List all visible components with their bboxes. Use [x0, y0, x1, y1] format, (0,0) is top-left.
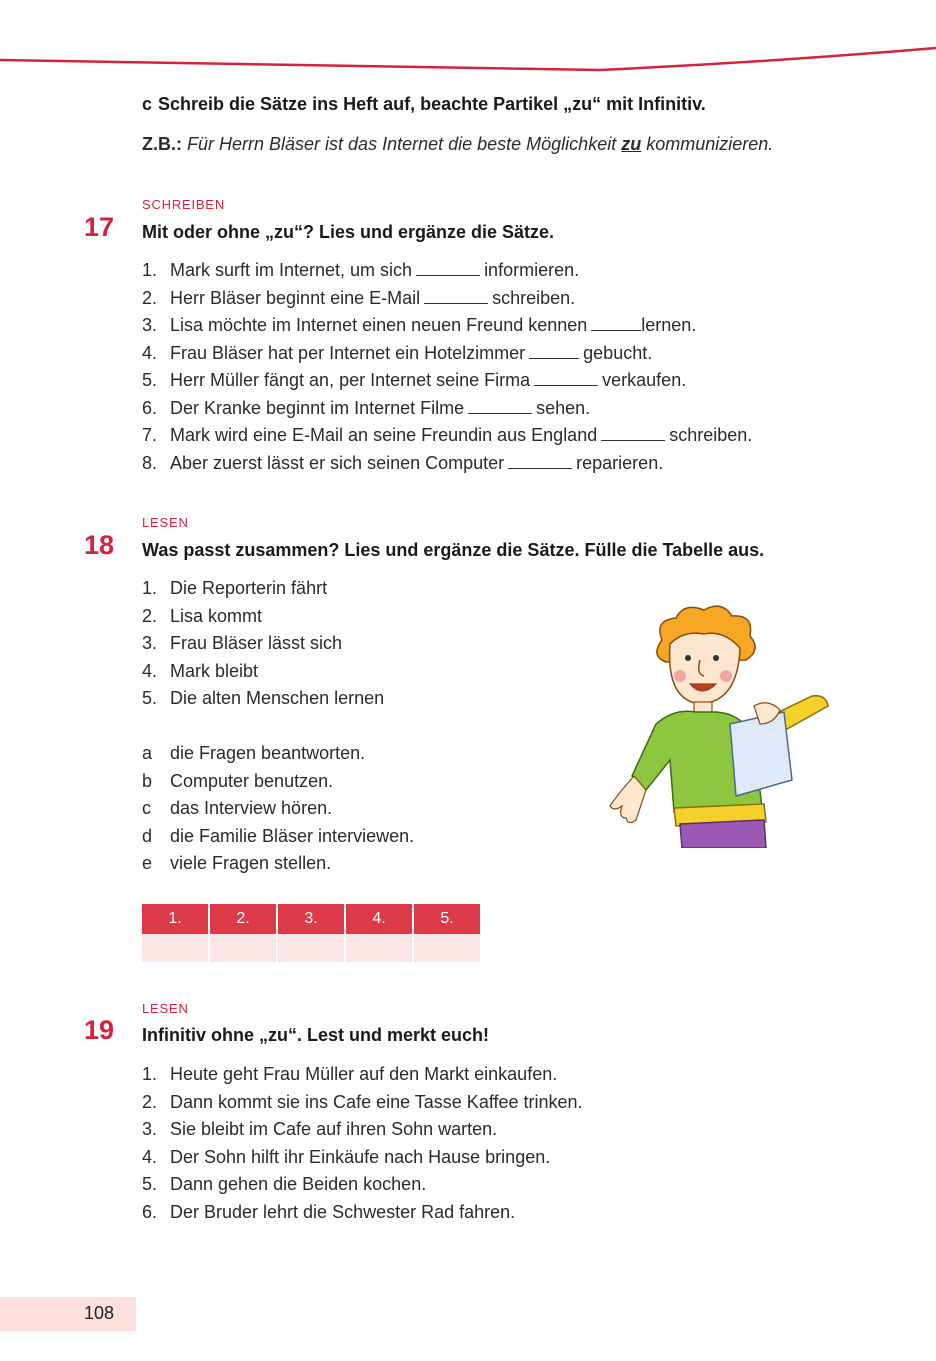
list-item: 5. Dann gehen die Beiden kochen. — [142, 1174, 427, 1194]
ex18-sentence-endings — [142, 740, 414, 878]
answer-table-header: 4. — [345, 904, 413, 934]
list-item: 4. Der Sohn hilft ihr Einkäufe nach Hause bringen. — [142, 1146, 551, 1167]
boy-illustration — [604, 600, 836, 848]
ex17-list — [142, 257, 752, 477]
page-number: 108 — [84, 1303, 115, 1323]
list-item: 2. Herr Bläser beginnt eine E-Mail schreiben. — [142, 287, 576, 308]
blank-field[interactable] — [424, 289, 488, 304]
header-rule — [0, 0, 936, 80]
list-item: 4. Mark bleibt — [142, 660, 259, 681]
ex17-title: Mit oder ohne „zu“? Lies und ergänze die Sätze. — [142, 222, 555, 242]
example-text-after: kommunizieren. — [646, 134, 774, 154]
ex17-category: SCHREIBEN — [142, 197, 226, 212]
list-item: 1. Die Reporterin fährt — [142, 578, 328, 598]
blank-field[interactable] — [534, 371, 598, 386]
list-item: d die Familie Bläser interviewen. — [142, 825, 415, 846]
list-item: 3. Sie bleibt im Cafe auf ihren Sohn warten. — [142, 1119, 498, 1139]
example-text-before: Für Herrn Bläser ist das Internet die beste Möglichkeit — [187, 134, 617, 154]
answer-cell[interactable] — [209, 934, 277, 962]
ex19-category: LESEN — [142, 1001, 189, 1016]
answer-cell[interactable] — [277, 934, 345, 962]
answer-cell[interactable] — [345, 934, 413, 962]
example-zu: zu — [621, 134, 642, 154]
list-item: a die Fragen beantworten. — [142, 743, 366, 763]
answer-table — [142, 904, 482, 962]
section-letter: c — [142, 94, 153, 114]
list-item: c das Interview hören. — [142, 798, 333, 818]
answer-table-header: 1. — [142, 904, 209, 934]
list-item: e viele Fragen stellen. — [142, 853, 332, 873]
page-number-box — [0, 1297, 136, 1331]
ex19-number: 19 — [84, 1015, 115, 1045]
list-item: 1. Mark surft im Internet, um sich informieren. — [142, 260, 580, 280]
list-item: 2. Dann kommt sie ins Cafe eine Tasse Kaffee trinken. — [142, 1091, 583, 1112]
answer-table-header: 3. — [277, 904, 345, 934]
list-item: b Computer benutzen. — [142, 770, 334, 791]
ex17-number: 17 — [84, 212, 115, 242]
ex18-number: 18 — [84, 530, 115, 560]
answer-cell[interactable] — [142, 934, 209, 962]
blank-field[interactable] — [508, 454, 572, 469]
blank-field[interactable] — [416, 261, 480, 276]
ex19-list — [142, 1061, 583, 1226]
answer-cell[interactable] — [413, 934, 481, 962]
ex18-title: Was passt zusammen? Lies und ergänze die Sätze. Fülle die Tabelle aus. — [142, 540, 765, 560]
list-item: 3. Lisa möchte im Internet einen neuen Freund kennen lernen. — [142, 315, 697, 335]
section-c-instruction — [142, 94, 706, 115]
ex18-category: LESEN — [142, 515, 189, 530]
list-item: 2. Lisa kommt — [142, 605, 263, 626]
answer-table-header: 2. — [209, 904, 277, 934]
list-item: 6. Der Bruder lehrt die Schwester Rad fahren. — [142, 1201, 516, 1222]
list-item: 5. Herr Müller fängt an, per Internet seine Firma verkaufen. — [142, 370, 687, 390]
answer-table-header: 5. — [413, 904, 481, 934]
instruction-text: Schreib die Sätze ins Heft auf, beachte Partikel „zu“ mit Infinitiv. — [158, 94, 706, 114]
list-item: 4. Frau Bläser hat per Internet ein Hotelzimmer gebucht. — [142, 342, 653, 363]
blank-field[interactable] — [591, 316, 641, 331]
list-item: 6. Der Kranke beginnt im Internet Filme sehen. — [142, 397, 591, 418]
ex18-sentence-starts — [142, 575, 384, 713]
blank-field[interactable] — [529, 344, 579, 359]
blank-field[interactable] — [468, 399, 532, 414]
example-label: Z.B.: — [142, 134, 182, 154]
example-sentence — [142, 134, 773, 155]
ex19-title: Infinitiv ohne „zu“. Lest und merkt euch! — [142, 1025, 490, 1045]
blank-field[interactable] — [601, 426, 665, 441]
list-item: 1. Heute geht Frau Müller auf den Markt einkaufen. — [142, 1064, 558, 1084]
list-item: 3. Frau Bläser lässt sich — [142, 633, 343, 653]
list-item: 5. Die alten Menschen lernen — [142, 688, 385, 708]
list-item: 7. Mark wird eine E-Mail an seine Freundin aus England schreiben. — [142, 425, 753, 445]
list-item: 8. Aber zuerst lässt er sich seinen Computer reparieren. — [142, 452, 664, 473]
